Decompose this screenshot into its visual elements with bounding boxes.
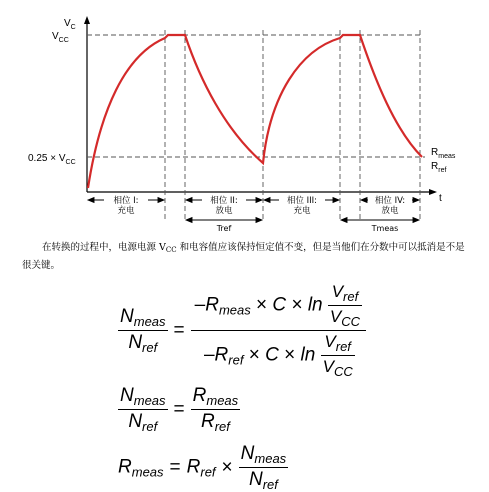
phase-4-label-2: 放电 — [381, 206, 399, 216]
tmeas-arrow-right — [413, 218, 419, 223]
phase-1-arrow-left — [88, 198, 94, 203]
phase-3-label-2: 充电 — [293, 206, 311, 216]
phase-2-label-1: 相位 II: — [210, 196, 238, 206]
paragraph-text-sub: CC — [165, 246, 177, 254]
equation-2: $\frac{N_{meas}}{N_{ref}}$ = $\frac{R_{meas}}{R_{ref}}$ — [120, 385, 239, 434]
vcc-label: $V_{CC}$ — [52, 31, 69, 44]
x-axis-arrow — [429, 189, 437, 195]
phase-diagram — [0, 0, 489, 232]
low-level-label: $0.25 \times V_{CC}$ — [28, 153, 76, 166]
paragraph-text-after: 和电容值应该保持恒定值不变，但是当他们在分数中可以抵消是不是很关键。 — [22, 242, 465, 271]
y-axis-label: $V_C$ — [64, 18, 76, 31]
tref-arrow-right — [256, 218, 262, 223]
eq1-rhs: $-R_{meas} \times C \times \ln$ $\frac{V_{ref}}{V_{CC}}$ $-R_{ref} \times C \times \ln$ $\frac{V_{ref}}{V_{CC}}$ — [191, 282, 366, 379]
phase-3-arrow-right — [333, 198, 339, 203]
y-axis-arrow — [84, 16, 90, 24]
phase-3-label-1: 相位 III: — [286, 196, 318, 206]
paragraph-text-before: 在转换的过程中，电源电源 V — [42, 242, 166, 253]
phase-3-arrow-left — [264, 198, 270, 203]
tref-arrow-left — [186, 218, 192, 223]
phase-4-label-1: 相位 IV: — [374, 196, 406, 206]
eq2-lhs: $\frac{N_{meas}}{N_{ref}}$ — [120, 385, 166, 434]
tref-label: Tref — [216, 224, 232, 232]
phase-1-label-1: 相位 I: — [113, 196, 139, 206]
eq2-rhs: $\frac{R_{meas}}{R_{ref}}$ — [192, 385, 239, 434]
phase-2-arrow-left — [186, 198, 192, 203]
capacitor-voltage-curve — [88, 35, 422, 188]
phase-1-arrow-right — [158, 198, 164, 203]
phase-2-label-2: 放电 — [215, 206, 233, 216]
tmeas-arrow-left — [341, 218, 347, 223]
eq1-lhs: $\frac{N_{meas}}{N_{ref}}$ — [120, 306, 166, 355]
eq3-fraction: $\frac{N_{meas}}{N_{ref}}$ — [240, 443, 287, 492]
phase-4-arrow-right — [413, 198, 419, 203]
rref-label: $R_{ref}$ — [431, 161, 447, 174]
phase-2-arrow-right — [256, 198, 262, 203]
tmeas-label: Tmeas — [371, 224, 399, 232]
equation-3: $R_{meas} = R_{ref}$ × $\frac{N_{meas}}{N_{ref}}$ — [118, 443, 287, 492]
explanation-paragraph — [22, 240, 470, 274]
phase-1-label-2: 充电 — [117, 206, 135, 216]
equation-1: $\frac{N_{meas}}{N_{ref}}$ = $-R_{meas} \times C \times \ln$ $\frac{V_{ref}}{V_{CC}}$ $-R_{ref} \times C \times \ln$ $\frac{V_{ref}}{V_{CC}}$ — [118, 282, 366, 379]
x-axis-label: t — [439, 193, 442, 204]
rmeas-label: $R_{meas}$ — [431, 147, 456, 160]
phase-4-arrow-left — [361, 198, 367, 203]
